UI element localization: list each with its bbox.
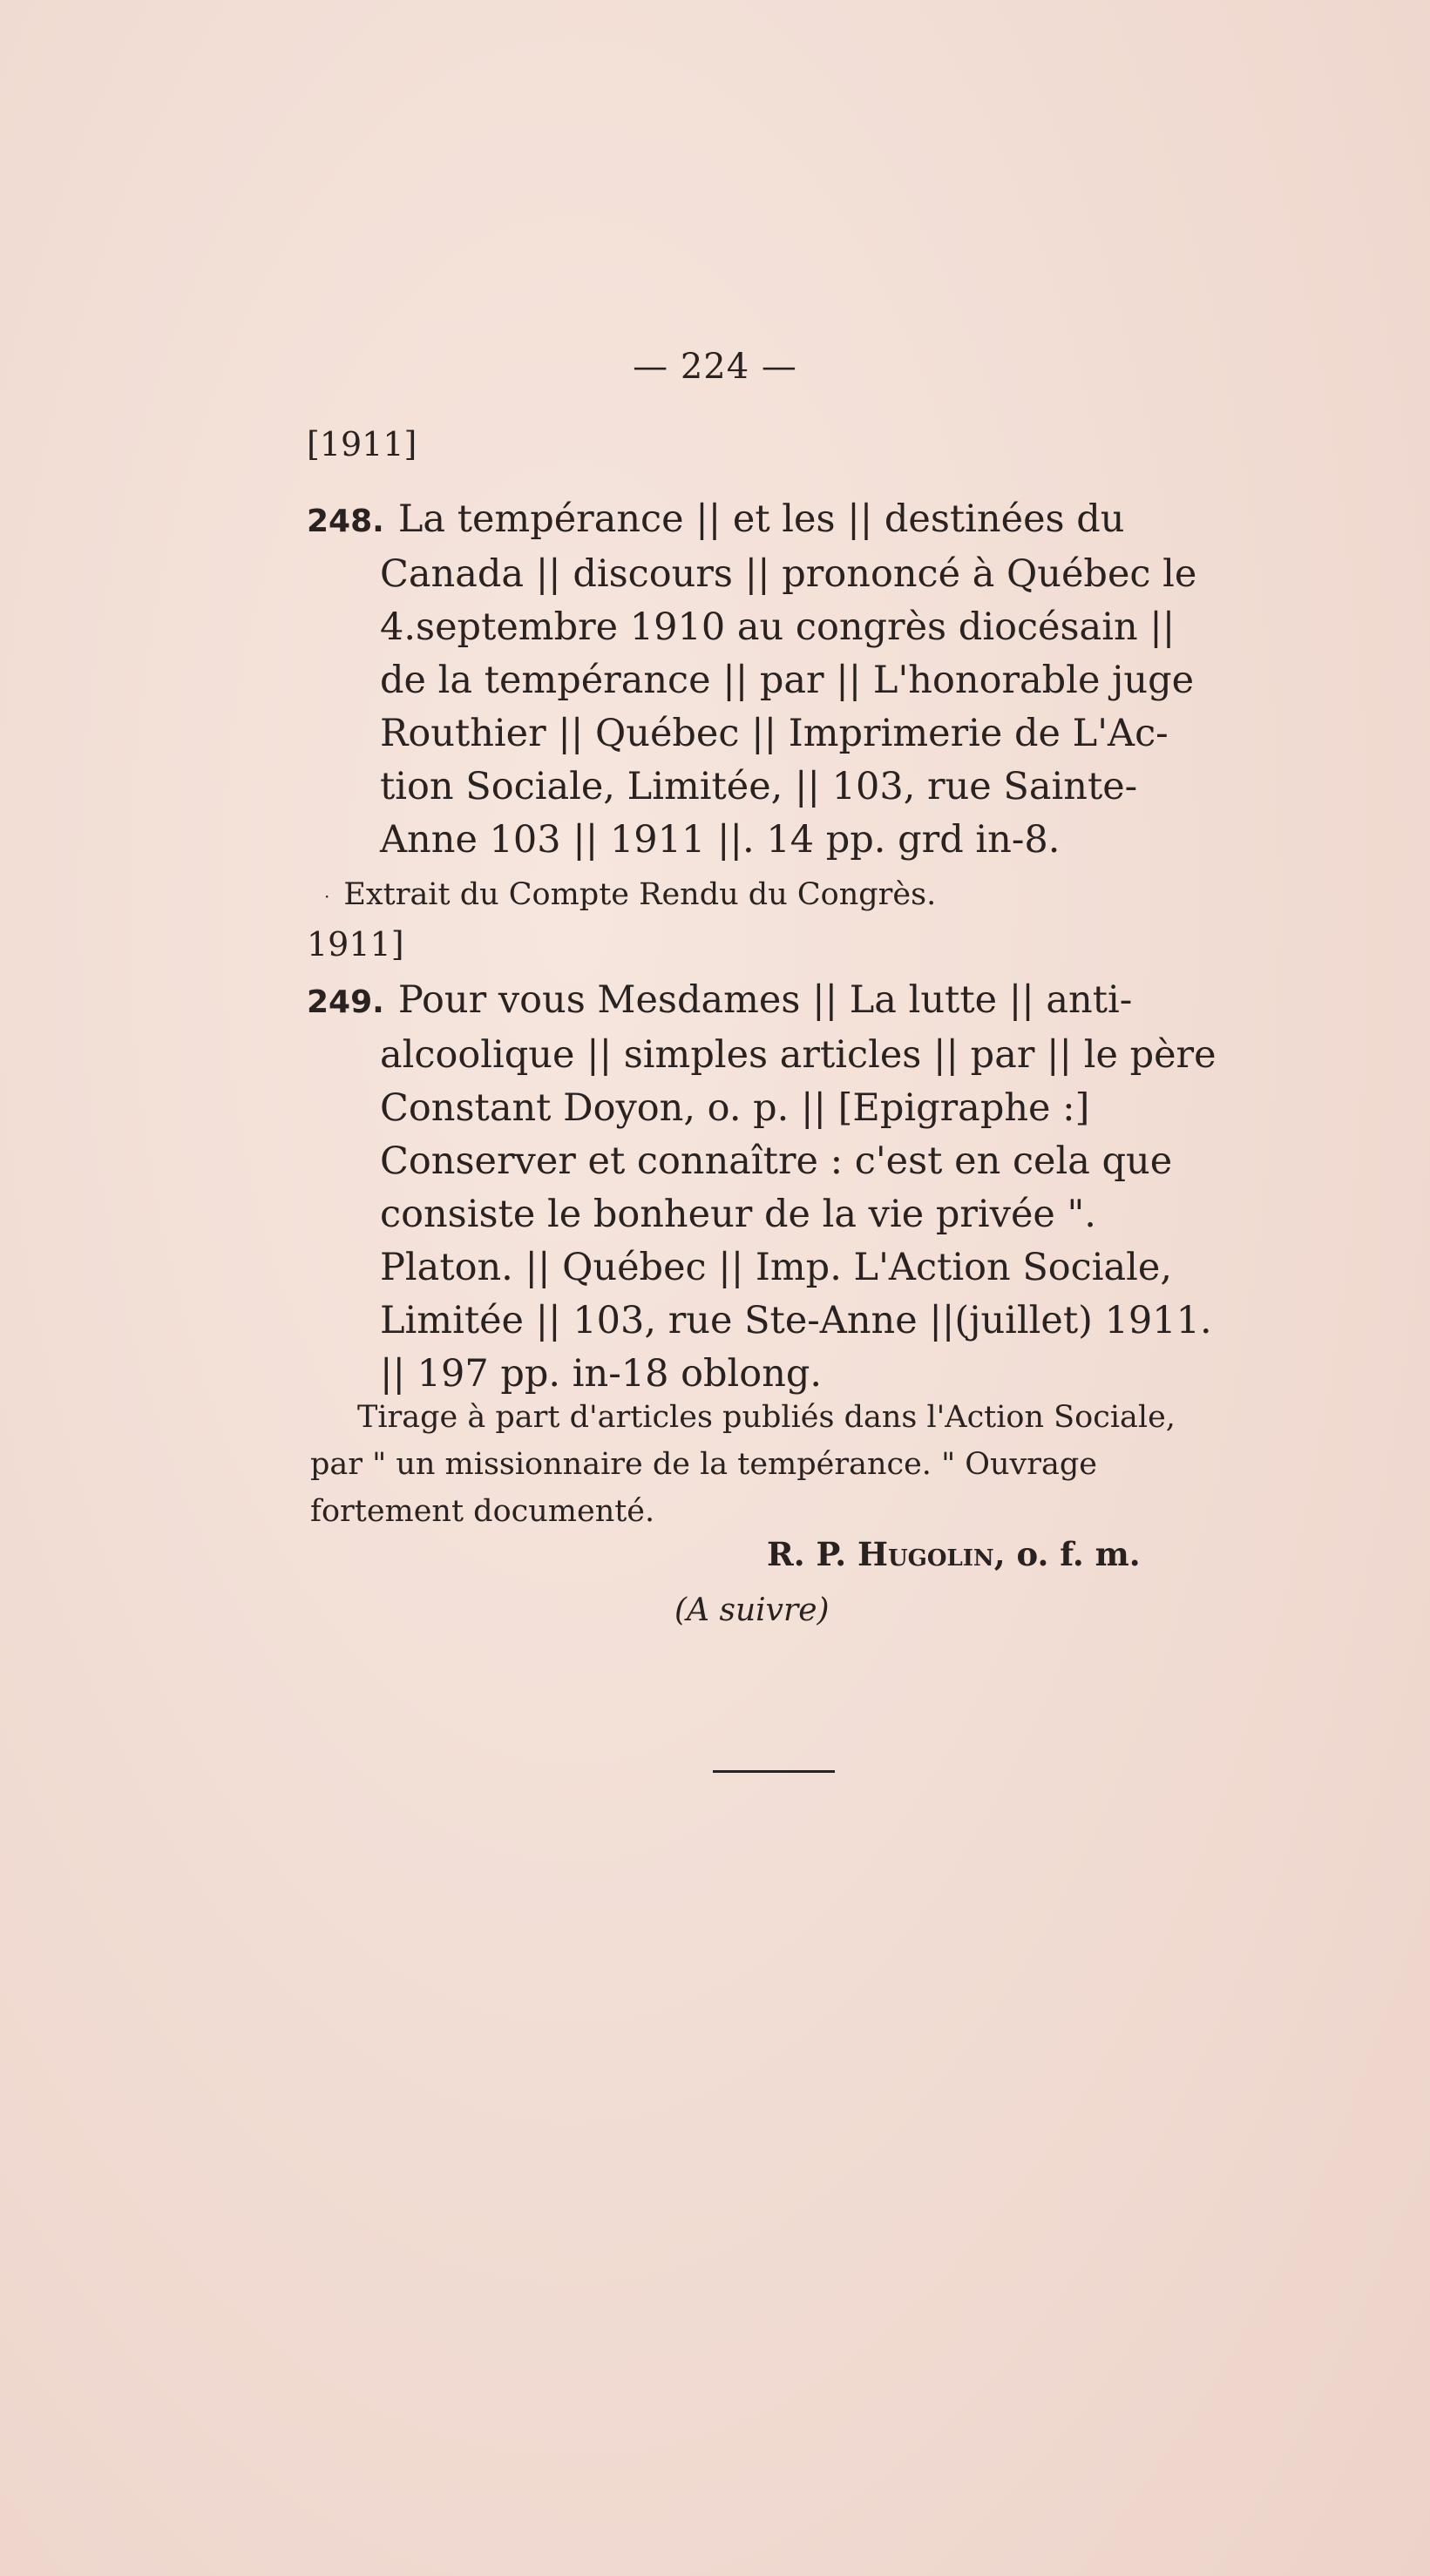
end-rule bbox=[713, 1770, 835, 1773]
entry-number: 248. bbox=[307, 504, 384, 539]
entry-line: 249. Pour vous Mesdames || La lutte || anti- bbox=[307, 978, 1133, 1022]
bibliography-entry-248 bbox=[307, 493, 1230, 867]
entry-line: Limitée || 103, rue Ste-Anne ||(juillet) 1911. bbox=[380, 1299, 1212, 1342]
entry-line: Conserver et connaître : c'est en cela que bbox=[380, 1139, 1173, 1183]
bibliography-entry-249 bbox=[307, 974, 1230, 1401]
entry-line: Canada || discours || prononcé à Québec le bbox=[380, 552, 1197, 596]
page-number: — 224 — bbox=[633, 347, 797, 387]
entry-line: consiste le bonheur de la vie privée ". bbox=[380, 1193, 1096, 1236]
entry-line: tion Sociale, Limitée, || 103, rue Sainte- bbox=[380, 765, 1138, 808]
entry-year: 1911] bbox=[307, 925, 404, 963]
entry-line: Platon. || Québec || Imp. L'Action Sociale, bbox=[380, 1246, 1173, 1289]
to-be-continued-note: (A suivre) bbox=[674, 1592, 830, 1628]
entry-line: 4.septembre 1910 au congrès diocésain || bbox=[380, 605, 1176, 649]
entry-line: Constant Doyon, o. p. || [Epigraphe :] bbox=[380, 1086, 1090, 1130]
entry-line: de la tempérance || par || L'honorable juge bbox=[380, 659, 1195, 702]
entry-line: || 197 pp. in-18 oblong. bbox=[380, 1352, 823, 1396]
entry-line: 248. La tempérance || et les || destinées du bbox=[307, 497, 1125, 541]
entry-note-line: Tirage à part d'articles publiés dans l'Action Sociale, bbox=[357, 1400, 1176, 1435]
entry-note-line: par " un missionnaire de la tempérance. " Ouvrage bbox=[310, 1447, 1098, 1482]
entry-note: · Extrait du Compte Rendu du Congrès. bbox=[324, 877, 937, 912]
bullet-dot-icon: · bbox=[324, 885, 330, 907]
entry-line: alcoolique || simples articles || par || le père bbox=[380, 1033, 1217, 1077]
entry-line: Routhier || Québec || Imprimerie de L'Ac- bbox=[380, 712, 1169, 755]
author-signature: R. P. Hugolin, o. f. m. bbox=[767, 1535, 1141, 1573]
entry-line: Anne 103 || 1911 ||. 14 pp. grd in-8. bbox=[380, 818, 1061, 862]
show-through-text bbox=[880, 436, 890, 484]
entry-year: [1911] bbox=[307, 425, 417, 463]
entry-note-line: fortement documenté. bbox=[310, 1494, 655, 1529]
entry-number: 249. bbox=[307, 984, 384, 1020]
